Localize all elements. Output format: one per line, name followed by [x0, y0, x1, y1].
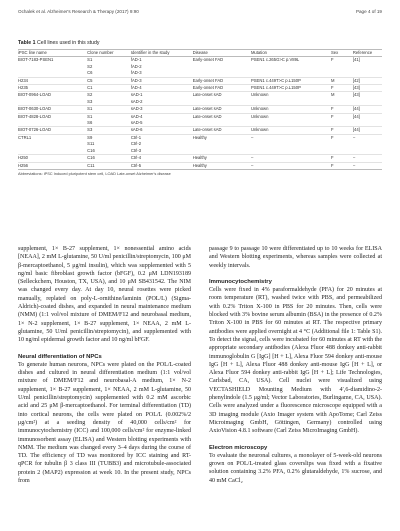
table-cell	[331, 120, 353, 127]
table-cell: BIOT-0630-LOAD	[18, 106, 87, 113]
table-cell	[193, 99, 251, 106]
table-cell: BIOT-7183-PSEN1	[18, 57, 54, 63]
table-label: Table 1	[18, 40, 36, 46]
table-cell: C6	[87, 70, 93, 76]
table-row	[18, 70, 382, 77]
table-row	[18, 85, 382, 92]
table-cell: Early-onset FAD	[192, 57, 224, 63]
table-cell: C16	[87, 155, 131, 162]
table-cell: [44]	[353, 106, 382, 113]
table-cell: Ctrl-1	[131, 134, 193, 141]
table-cell: S3	[87, 98, 93, 104]
table-cell	[18, 99, 87, 106]
table-cell: [43]	[353, 85, 382, 92]
table-cell: S1	[87, 57, 93, 63]
table-cell: Early-onset FAD	[193, 85, 251, 92]
table-cell: C5	[87, 77, 131, 84]
table-cell: S1	[87, 113, 131, 120]
table-cell: S1	[87, 106, 131, 113]
table-header-cell: Reference	[353, 50, 382, 57]
table-cell: CTRL1	[18, 134, 87, 141]
right-text-column	[209, 245, 382, 485]
table-cell: F	[331, 57, 334, 63]
table-cell: fAD-1	[130, 57, 142, 63]
table-cell	[193, 120, 251, 127]
table-cell: –	[353, 155, 382, 162]
table-cell: [44]	[353, 113, 382, 120]
paragraph-immunocytochemistry: Cells were fixed in 4% paraformaldehyde (PFA) for 20 minutes at room temperature (RT), washed twice with PBS, and permeabilized with 0.2% Triton X-100 in PBS for 20 minutes. Then, cells were blocked with 3% bovine serum albumin (BSA) in the presence of 0.2% Triton X-100 in PBS for 60 minutes at RT. The respective primary antibodies were applied overnight at 4 °C (Additional file 1: Table S1). To detect the signal, cells were incubated for 60 minutes at RT with the appropriate secondary antibodies (Alexa Fluor 488 donkey anti-rabbit immunoglobulin G [IgG] [H + L], Alexa Fluor 594 donkey anti-mouse IgG [H + L], Alexa Fluor 488 donkey anti-mouse IgG [H + L], or Alexa Fluor 594 donkey anti-rabbit IgG [H + L]; Life Technologies, Carlsbad, CA, USA). Cell nuclei were visualized using VECTASHIELD Mounting Medium with 4′,6-diamidino-2-phenylindole (1.5 μg/ml; Vector Laboratories, Burlingame, CA, USA). Cells were analyzed under a fluorescence microscope equipped with a 3D imaging module (Axio Imager system with ApoTome; Carl Zeiss Microimaging GmbH, Göttingen, Germany) controlled using AxioVision 4.8.1 software (Carl Zeiss MicroImaging GmbH).	[209, 287, 382, 435]
table-cell	[18, 120, 87, 127]
table-cell: Ctrl-4	[131, 155, 193, 162]
table-row	[18, 155, 382, 162]
table-cell	[18, 148, 87, 155]
table-header-cell: iPSC line name	[18, 50, 87, 57]
table-cell: PSEN1 c.265G>C p.V89L	[250, 57, 300, 63]
table-cell: –	[353, 134, 382, 141]
section-heading-neural-differentiation: Neural differentiation of NPCs	[18, 353, 102, 360]
table-header-cell: Mutation	[251, 50, 331, 57]
table-cell: sAD-2	[130, 98, 143, 104]
paragraph-nim-medium: supplement, 1× B-27 supplement, 1× nonessential amino acids [NEAA], 2 mM L-glutamine, 50 U/ml penicillin/streptomycin, 100 μM β-mercaptoethanol, 5 μg/ml insulin), which was supplemented with 5 ng/ml basic fibroblast growth factor (bFGF), 0.2 μM LDN193189 (Selleckchem, Houston, TX, USA), and 10 μM SB431542. The NIM was changed every day. At day 10, neural rosettes were picked manually, replated on poly-L-ornithine/laminin (POL/L) (Sigma-Aldrich)-coated dishes, and expanded in neural maintenance medium (NMM) (1:1 vol/vol mixture of DMEM/F12 and neurobasal medium, 1× N-2 supplement, 1× B-27 supplement, 1× NEAA, 2 mM L-glutamine, 50 U/ml penicillin/streptomycin), and supplemented with 10 ng/ml epidermal growth factor and 10 ng/ml bFGF.	[18, 246, 191, 344]
paragraph-neural-differentiation: To generate human neurons, NPCs were plated on the POL/L-coated dishes and cultured in neural differentiation medium (1:1 vol/vol mixture of DMEM/F12 and neurobasal-A medium, 1× N-2 supplement, 1× B-27 supplement, 1× NEAA, 2 mM L-glutamine, 50 U/ml penicillin/streptomycin) supplemented with 0.2 mM ascorbic acid and 25 μM β-mercaptoethanol. For terminal differentiation (TD) into cortical neurons, the cells were plated on POL/L (0.002%/2 μg/cm²) at a seeding density of 40,000 cells/cm² for immunocytochemistry (ICC) and 100,000 cells/cm² for enzyme-linked immunosorbent assay (ELISA) and Western blotting experiments with NMM. The medium was changed every 3–4 days during the course of TD. The efficiency of TD was monitored by ICC staining and RT-qPCR for tubulin β 3 class III (TUBB3) and microtubule-associated protein 2 (MAP2) expression at week 10. In the present study, NPCs from	[18, 361, 191, 485]
cell-lines-table-block	[18, 40, 382, 176]
cell-lines-table	[18, 49, 382, 170]
table-cell: Unknown	[251, 113, 331, 120]
section-heading-immunocytochemistry: Immunocytochemistry	[209, 278, 272, 285]
table-cell: Early-onset FAD	[193, 77, 251, 84]
table-cell: fAD-4	[131, 85, 193, 92]
table-cell: PSEN1 c.449T>C p.L150P	[251, 85, 331, 92]
table-cell: S11	[87, 141, 95, 147]
table-row	[18, 77, 382, 84]
table-cell: [42]	[353, 77, 382, 84]
table-cell: –	[251, 134, 331, 141]
table-cell: Late-onset sAD	[193, 92, 251, 99]
table-cell: –	[251, 162, 331, 169]
table-cell: F	[331, 127, 353, 134]
table-cell: [41]	[352, 57, 360, 63]
table-cell: Late-onset sAD	[193, 106, 251, 113]
table-cell: sAD-1	[131, 92, 193, 99]
table-caption: Cell lines used in this study	[36, 40, 100, 46]
table-cell: –	[251, 155, 331, 162]
table-cell: C1	[87, 85, 131, 92]
table-cell: H234	[18, 77, 87, 84]
paragraph-passage: passage 9 to passage 10 were differentiated up to 10 weeks for ELISA and Western blotting experiments, whereas samples were collected at weekly intervals.	[209, 246, 382, 269]
table-header-cell: Disease	[193, 50, 251, 57]
table-title	[18, 40, 382, 46]
table-cell: M	[331, 77, 353, 84]
table-cell: M	[331, 92, 353, 99]
table-cell: fAD-2	[130, 63, 142, 69]
table-cell: F	[331, 113, 353, 120]
table-cell	[251, 120, 331, 127]
table-abbreviations: Abbreviations: iPSC Induced pluripotent stem cell, LOAD Late-onset Alzheimer's disease	[18, 170, 171, 176]
table-cell: Healthy	[193, 134, 251, 141]
table-cell: sAD-4	[131, 113, 193, 120]
table-cell: Unknown	[251, 127, 331, 134]
table-cell	[331, 99, 353, 106]
table-cell	[251, 70, 331, 77]
table-cell	[353, 99, 382, 106]
table-cell: S6	[87, 120, 93, 126]
table-row	[18, 57, 382, 64]
table-row	[18, 113, 382, 120]
table-cell: [43]	[353, 92, 382, 99]
table-cell: Ctrl-2	[130, 141, 142, 147]
table-cell	[251, 99, 331, 106]
table-cell	[193, 70, 251, 77]
table-cell: Ctrl-3	[130, 147, 142, 153]
table-row	[18, 134, 382, 141]
table-cell: Unknown	[251, 92, 331, 99]
table-cell: C16	[87, 147, 95, 153]
table-cell: S2	[87, 92, 131, 99]
table-cell	[353, 148, 382, 155]
table-cell: H256	[18, 162, 87, 169]
table-row	[18, 106, 382, 113]
table-row	[18, 127, 382, 134]
table-cell: F	[331, 85, 353, 92]
table-cell: F	[331, 134, 353, 141]
table-cell: sAD-3	[131, 106, 193, 113]
table-cell: H250	[18, 155, 87, 162]
table-cell: BIOT-0964-LOAD	[18, 92, 87, 99]
table-cell: Unknown	[251, 106, 331, 113]
table-cell	[251, 148, 331, 155]
table-cell: S2	[87, 63, 93, 69]
table-cell: sAD-6	[131, 127, 193, 134]
table-cell	[353, 70, 382, 77]
table-row	[18, 120, 382, 127]
table-body	[18, 57, 382, 170]
table-cell: C11	[87, 162, 131, 169]
table-header-cell: Clone number	[87, 50, 131, 57]
table-cell	[353, 120, 382, 127]
table-cell: Healthy	[193, 155, 251, 162]
page-number: Page 4 of 19	[355, 9, 382, 14]
table-cell: S9	[87, 134, 131, 141]
table-cell: S3	[87, 127, 131, 134]
table-row	[18, 148, 382, 155]
left-text-column	[18, 245, 191, 485]
table-cell: Ctrl-5	[131, 162, 193, 169]
table-cell: Late-onset sAD	[193, 127, 251, 134]
table-header-cell: Sex	[331, 50, 353, 57]
table-row	[18, 99, 382, 106]
table-row	[18, 162, 382, 169]
table-cell: Late-onset sAD	[193, 113, 251, 120]
running-citation: Ochalek et al. Alzheimer's Research & Therapy (2017) 9:90	[18, 9, 139, 14]
table-cell	[193, 148, 251, 155]
table-cell: [44]	[353, 127, 382, 134]
table-cell	[331, 148, 353, 155]
table-cell: Healthy	[193, 162, 251, 169]
table-cell: BIOT-0726-LOAD	[18, 127, 87, 134]
table-cell: BIOT-4828-LOAD	[18, 113, 87, 120]
table-cell: F	[331, 162, 353, 169]
table-cell: –	[353, 162, 382, 169]
table-header-row	[18, 50, 382, 57]
table-cell: H235	[18, 85, 87, 92]
table-header-cell: Identifier in the study	[131, 50, 193, 57]
table-row	[18, 92, 382, 99]
table-cell: sAD-5	[130, 120, 143, 126]
table-cell: F	[331, 155, 353, 162]
table-cell: F	[331, 106, 353, 113]
table-cell: fAD-3	[130, 70, 142, 76]
table-cell	[18, 70, 87, 77]
table-cell: fAD-3	[131, 77, 193, 84]
table-cell	[331, 70, 353, 77]
section-heading-electron-microscopy: Electron microscopy	[209, 444, 268, 451]
table-cell: PSEN1 c.449T>C p.L150P	[251, 77, 331, 84]
paragraph-electron-microscopy: To evaluate the neuronal cultures, a monolayer of 5-week-old neurons grown on POL/L-treated glass coverslips was fixed with a fixative solution containing 3.2% PFA, 0.2% glutaraldehyde, 1% sucrose, and 40 mM CaCl₂	[209, 452, 382, 484]
page-header	[18, 9, 382, 19]
